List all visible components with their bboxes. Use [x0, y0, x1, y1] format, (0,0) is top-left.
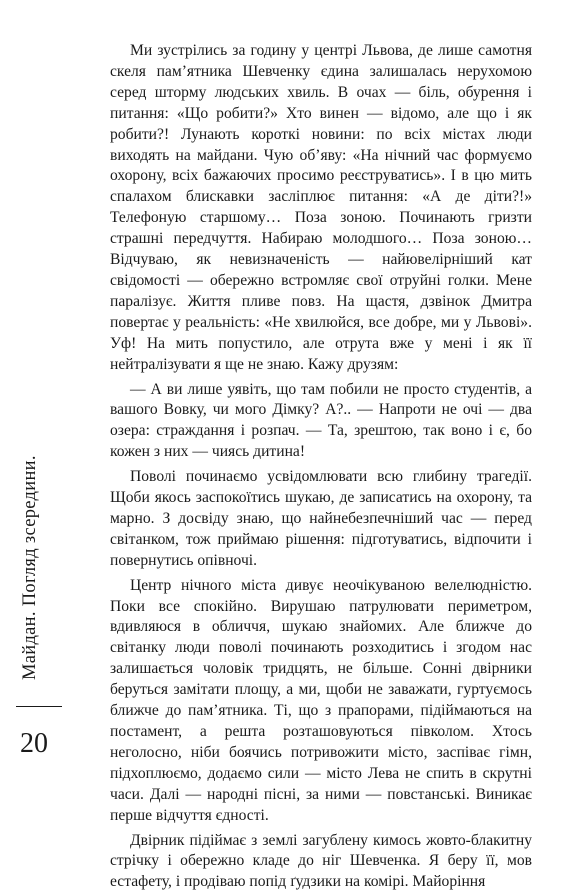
paragraph-3: Поволі починаємо усвідомлювати всю глибину трагедії. Щоби якось заспокоїтись шукаю, де записатись на охорону, та марно. З досвіду знаю, що найнебезпечніший час — перед світанком, тож приймаю рішення: підготуватись, відпочити і повернутись опівночі. — [110, 468, 532, 569]
paragraph-2-dialog: — А ви лише уявіть, що там побили не просто студентів, а вашого Вовку, чи мого Дімку? А?.. — Напроти не очі — два озера: страждання і розпач. — Та, зрештою, так воно і є, бо кожен з них — чиясь дитина! — [110, 380, 532, 461]
paragraph-4: Центр нічного міста дивує неочікуваною велелюдністю. Поки все спокійно. Вирушаю патрулювати периметром, вдивляюся в обличчя, шукаю знайомих. Але ближче до світанку люди поволі починають розходитись і згодом нас залишається чоловік тридцять, не більше. Сонні двірники беруться замітати площу, а ми, щоби не заважати, гуртуємось ближче до пам’ятника. Ті, що з прапорами, підіймаються на постамент, а решта розташовуються півколом. Хтось неголосно, ніби боячись потривожити місто, заспіває гімн, підхоплюємо, додаємо сили — місто Лева не спить в скрутні часи. Далі — народні пісні, за ними — повстанські. Виникає перше відчуття єдності. — [110, 576, 532, 824]
body-text — [110, 41, 532, 893]
paragraph-5: Двірник підіймає з землі загублену кимось жовто-блакитну стрічку і обережно кладе до ніг Шевченка. Я беру її, мов естафету, і продіваю попід ґудзики на комірі. Майоріння — [110, 831, 532, 891]
sidebar-divider — [16, 706, 62, 707]
page-number: 20 — [20, 728, 48, 759]
paragraph-1: Ми зустрілись за годину у центрі Львова, де лише самотня скеля пам’ятника Шевченку єдина залишалась нерухомою серед шторму людських хвиль. В очах — біль, обурення і питання: «Що робити?» Хто винен — відомо, але що і як робити?! Лунають короткі новини: по всіх містах люди виходять на майдани. Чую об’яву: «На нічний час формуємо охорону, всіх бажаючих просимо реєструватись». І в цю мить спалахом блискавки засліплює питання: «А де діти?!» Телефоную старшому… Поза зоною. Починають гризти страшні передчуття. Набираю молодшого… Поза зоною… Відчуваю, як невизначеність — найювелірніший кат свідомості — обережно встромляє свої отруйні голки. Мене паралізує. Життя пливе повз. На щастя, дзвінок Дмитра повертає у реальність: «Не хвилюйся, все добре, ми у Львові». Уф! На мить попустило, але отрута вже у мені і як її нейтралізувати я ще не знаю. Кажу друзям: — [110, 42, 532, 373]
running-title: Майдан. Погляд зсередини. — [20, 455, 40, 680]
